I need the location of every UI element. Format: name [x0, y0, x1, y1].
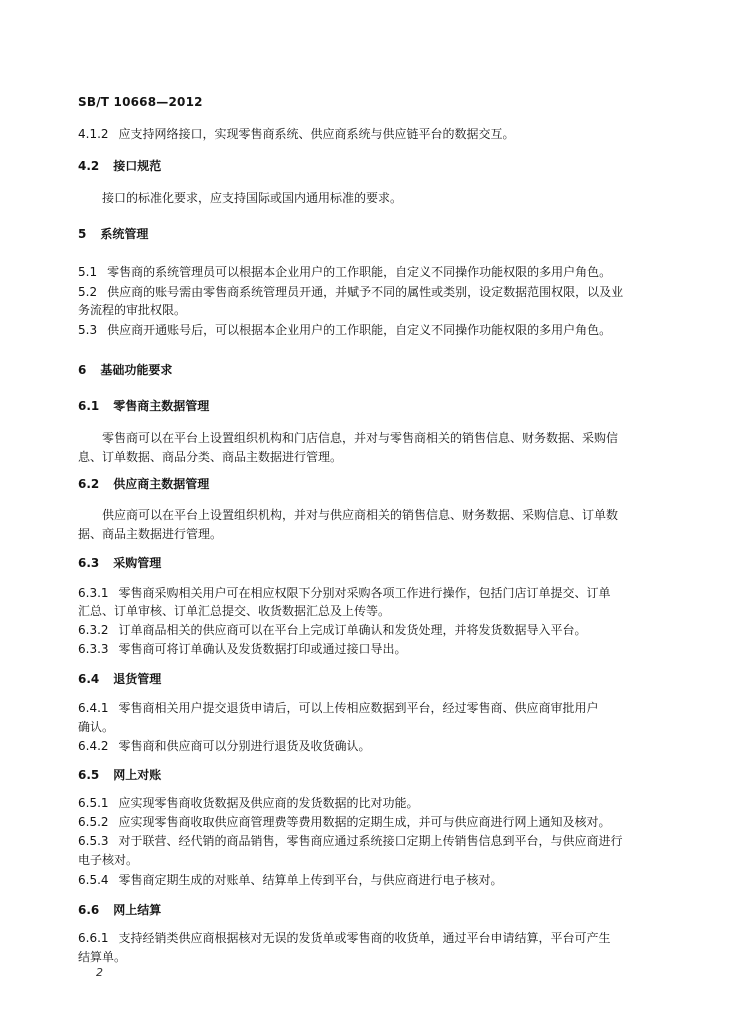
clause-5-3: [78, 322, 658, 338]
clause-text: 应支持网络接口，实现零售商系统、供应商系统与供应链平台的数据交互。: [118, 127, 515, 141]
heading-text: 基础功能要求: [100, 363, 173, 377]
paragraph-continuation: [78, 526, 658, 542]
clause-continuation: [78, 949, 658, 965]
heading-text: 网上对账: [113, 768, 162, 782]
heading-text: 退货管理: [113, 672, 162, 686]
clause-number: 5.1: [78, 265, 98, 279]
clause-number: 6.5.1: [78, 796, 109, 810]
heading-6-6: [78, 902, 658, 918]
clause-6-3-1: [78, 585, 658, 601]
paragraph: [102, 507, 682, 523]
clause-text: 供应商的账号需由零售商系统管理员开通，并赋予不同的属性或类别，设定数据范围权限，以及业: [107, 285, 624, 299]
heading-text: 接口规范: [113, 159, 162, 173]
clause-number: 6.6.1: [78, 931, 109, 945]
clause-continuation: [78, 719, 658, 735]
heading-text: 零售商主数据管理: [113, 399, 210, 413]
heading-text: 供应商主数据管理: [113, 477, 210, 491]
paragraph-text: 供应商可以在平台上设置组织机构，并对与供应商相关的销售信息、财务数据、采购信息、订单数: [102, 508, 619, 522]
clause-number: 6.4.2: [78, 739, 109, 753]
clause-number: 6.3.1: [78, 586, 109, 600]
paragraph: [102, 190, 682, 206]
clause-6-3-3: [78, 641, 658, 657]
paragraph-text: 零售商可以在平台上设置组织机构和门店信息，并对与零售商相关的销售信息、财务数据、采购信: [102, 431, 619, 445]
heading-6-4: [78, 671, 658, 687]
clause-text: 订单商品相关的供应商可以在平台上完成订单确认和发货处理，并将发货数据导入平台。: [118, 623, 587, 637]
clause-number: 5.2: [78, 285, 98, 299]
clause-text: 电子核对。: [78, 853, 139, 867]
heading-4-2: [78, 158, 658, 174]
clause-text: 供应商开通账号后，可以根据本企业用户的工作职能，自定义不同操作功能权限的多用户角色。: [107, 323, 612, 337]
clause-number: 4.2: [78, 159, 100, 173]
heading-6-3: [78, 555, 658, 571]
clause-number: 6.5.4: [78, 873, 109, 887]
clause-6-4-2: [78, 738, 658, 754]
heading-6-1: [78, 398, 658, 414]
clause-number: 6.4.1: [78, 701, 109, 715]
clause-text: 零售商可将订单确认及发货数据打印或通过接口导出。: [118, 642, 407, 656]
clause-number: 4.1.2: [78, 127, 109, 141]
clause-number: 5.3: [78, 323, 98, 337]
clause-text: 务流程的审批权限。: [78, 303, 187, 317]
clause-number: 6.6: [78, 903, 100, 917]
clause-6-6-1: [78, 930, 658, 946]
clause-number: 6.2: [78, 477, 100, 491]
clause-text: 对于联营、经代销的商品销售，零售商应通过系统接口定期上传销售信息到平台，与供应商进行: [118, 834, 623, 848]
heading-5: [78, 226, 658, 242]
clause-5-2: [78, 284, 658, 300]
clause-number: 6.4: [78, 672, 100, 686]
heading-text: 系统管理: [100, 227, 149, 241]
clause-text: 零售商定期生成的对账单、结算单上传到平台，与供应商进行电子核对。: [118, 873, 503, 887]
paragraph: [102, 430, 682, 446]
clause-text: 零售商相关用户提交退货申请后，可以上传相应数据到平台，经过零售商、供应商审批用户: [118, 701, 599, 715]
clause-6-4-1: [78, 700, 658, 716]
clause-number: 6.1: [78, 399, 100, 413]
heading-6-5: [78, 767, 658, 783]
clause-number: 5: [78, 227, 87, 241]
clause-text: 零售商和供应商可以分别进行退货及收货确认。: [118, 739, 371, 753]
clause-continuation: [78, 852, 658, 868]
clause-number: 6.3: [78, 556, 100, 570]
heading-6: [78, 362, 658, 378]
clause-number: 6.5.3: [78, 834, 109, 848]
heading-6-2: [78, 476, 658, 492]
clause-text: 零售商采购相关用户可在相应权限下分别对采购各项工作进行操作，包括门店订单提交、订单: [118, 586, 611, 600]
paragraph-text: 接口的标准化要求，应支持国际或国内通用标准的要求。: [102, 191, 403, 205]
paragraph-text: 据、商品主数据进行管理。: [78, 527, 223, 541]
clause-number: 6: [78, 363, 87, 377]
clause-number: 6.5: [78, 768, 100, 782]
clause-4-1-2: [78, 126, 658, 142]
clause-text: 结算单。: [78, 950, 127, 964]
clause-continuation: [78, 302, 658, 318]
clause-number: 6.3.3: [78, 642, 109, 656]
clause-6-5-2: [78, 814, 658, 830]
clause-text: 应实现零售商收取供应商管理费等费用数据的定期生成，并可与供应商进行网上通知及核对。: [118, 815, 611, 829]
clause-text: 支持经销类供应商根据核对无误的发货单或零售商的收货单，通过平台申请结算，平台可产生: [118, 931, 611, 945]
paragraph-continuation: [78, 449, 658, 465]
page-number: 2: [96, 966, 103, 979]
clause-text: 汇总、订单审核、订单汇总提交、收货数据汇总及上传等。: [78, 604, 391, 618]
standard-code: SB/T 10668—2012: [78, 95, 203, 109]
heading-text: 网上结算: [113, 903, 162, 917]
clause-continuation: [78, 603, 658, 619]
clause-6-5-1: [78, 795, 658, 811]
clause-number: 6.3.2: [78, 623, 109, 637]
heading-text: 采购管理: [113, 556, 162, 570]
clause-6-5-3: [78, 833, 658, 849]
clause-6-5-4: [78, 872, 658, 888]
clause-text: 确认。: [78, 720, 115, 734]
paragraph-text: 息、订单数据、商品分类、商品主数据进行管理。: [78, 450, 343, 464]
clause-text: 零售商的系统管理员可以根据本企业用户的工作职能，自定义不同操作功能权限的多用户角色。: [107, 265, 612, 279]
clause-5-1: [78, 264, 658, 280]
clause-text: 应实现零售商收货数据及供应商的发货数据的比对功能。: [118, 796, 419, 810]
clause-6-3-2: [78, 622, 658, 638]
clause-number: 6.5.2: [78, 815, 109, 829]
